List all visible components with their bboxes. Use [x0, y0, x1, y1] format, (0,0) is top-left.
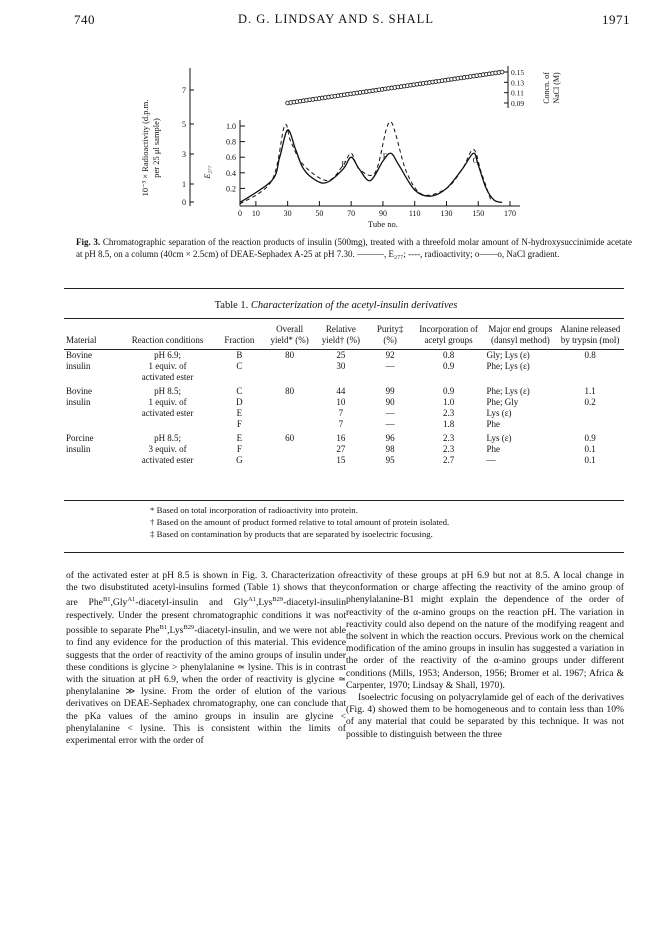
table-cell-conditions: 3 equiv. of [148, 444, 187, 454]
table-cell-overall [265, 361, 314, 372]
x-tick-label: 50 [315, 209, 324, 218]
table-cell-material: insulin [66, 444, 91, 454]
nacl-axis-label: Concn. of [542, 72, 551, 104]
page-number: 740 [74, 12, 95, 27]
col-header-material: Material [66, 335, 97, 345]
table-cell-material [64, 372, 121, 383]
figure-3-chart [0, 0, 672, 236]
table-footnote-1: * Based on total incorporation of radioactivity into protein. [150, 505, 358, 515]
table-row [64, 455, 624, 466]
table-cell-alanine: 0.1 [584, 455, 596, 465]
table-cell-relative: 30 [336, 361, 346, 371]
table-cell-incorporation: 1.0 [442, 397, 455, 407]
table-row [64, 383, 624, 397]
table-header-row [64, 324, 624, 346]
table-cell-alanine: 0.8 [584, 350, 596, 360]
table-cell-alanine [556, 419, 624, 430]
table-cell-end-groups: Phe; Gly [486, 397, 519, 407]
table-cell-relative: 25 [336, 350, 346, 360]
table-cell-overall: 80 [285, 386, 295, 396]
table-title-prefix: Table 1. [214, 300, 251, 311]
x-axis-label: Tube no. [367, 219, 398, 229]
table-cell-material: Porcine [66, 433, 94, 443]
table-cell-end-groups: Phe; Lys (ε) [486, 386, 530, 396]
table-cell-relative: 16 [336, 433, 346, 443]
superscript: B29 [183, 624, 195, 631]
table-cell-relative: 7 [338, 419, 344, 429]
table-cell-conditions: pH 8.5; [154, 433, 182, 443]
table-cell-conditions: pH 6.9; [154, 350, 182, 360]
left-tick-label: 1 [182, 180, 186, 189]
nacl-tick-label: 0.13 [511, 78, 525, 88]
table-cell-material: insulin [66, 397, 91, 407]
table-cell-end-groups: Phe [486, 444, 500, 454]
table-cell-purity: 96 [385, 433, 395, 443]
table-cell-fraction: G [236, 455, 243, 465]
table-cell-relative: 44 [336, 386, 346, 396]
e277-tick-label: 0.8 [226, 137, 236, 147]
x-tick-label: 170 [504, 209, 516, 218]
journal-year: 1971 [602, 12, 630, 27]
table-cell-alanine [556, 372, 624, 383]
left-tick-label: 0 [182, 198, 186, 207]
table-cell-fraction: D [236, 397, 243, 407]
superscript: B29 [272, 596, 284, 604]
table-row [64, 430, 624, 444]
table-cell-overall [265, 372, 314, 383]
table-cell-fraction [214, 372, 265, 383]
left-axis-label: 10⁻³ × Radioactivity (d.p.m. [140, 99, 150, 197]
superscript: B1 [102, 596, 111, 604]
table-cell-fraction: E [236, 433, 243, 443]
table-cell-purity: — [385, 408, 395, 418]
table-cell-conditions: 1 equiv. of [148, 361, 187, 371]
e277-tick-label: 0.6 [226, 153, 236, 163]
table-cell-purity [368, 372, 413, 383]
e277-tick-label: 0.2 [226, 184, 236, 194]
x-tick-label: 30 [283, 209, 292, 218]
col-header-conditions: Reaction conditions [131, 335, 204, 345]
col-header-incorporation: Incorporation of acetyl groups [419, 324, 478, 345]
col-header-overall-yield: Overall yield* (%) [270, 324, 309, 345]
table-cell-end-groups: Gly; Lys (ε) [486, 350, 530, 360]
table-cell-material: Bovine [66, 350, 92, 360]
superscript: A1 [248, 596, 257, 604]
table-cell-fraction: E [236, 408, 243, 418]
e277-tick-label: 1.0 [226, 122, 236, 131]
table-cell-purity: 98 [385, 444, 395, 454]
table-cell-relative: 7 [338, 408, 344, 418]
table-cell-relative [314, 372, 367, 383]
left-axis-label-2: per 25 μl sample) [151, 118, 161, 178]
table-cell-end-groups: Phe [486, 419, 500, 429]
x-tick-label: 0 [238, 209, 242, 218]
table-cell-alanine: 1.1 [584, 386, 596, 396]
peak-label: E [341, 160, 347, 169]
table-cell-conditions: activated ester [141, 372, 194, 382]
body-top-rule [64, 552, 624, 553]
nacl-tick-label: 0.15 [511, 68, 525, 77]
table-row [64, 408, 624, 419]
table-cell-purity: 95 [385, 455, 395, 465]
table-cell-purity: 99 [385, 386, 395, 396]
table-cell-incorporation: 2.3 [442, 408, 455, 418]
table-row [64, 372, 624, 383]
table-title-italic: Characterization of the acetyl-insulin derivatives [250, 300, 458, 311]
e277-axis-label: E₂₇₇ [203, 165, 212, 179]
table-cell-end-groups: — [486, 455, 496, 465]
table-cell-purity: 92 [385, 350, 395, 360]
nacl-tick-label: 0.11 [511, 88, 524, 98]
table-cell-overall [265, 419, 314, 430]
x-tick-label: 110 [408, 209, 421, 218]
table-cell-purity: — [385, 361, 395, 371]
peak-label: F [382, 152, 388, 162]
table-cell-overall [265, 455, 314, 466]
table-cell-material: Bovine [66, 386, 92, 396]
table-cell-relative: 10 [336, 397, 346, 407]
paragraph-right-1: reactivity of these groups at pH 6.9 but not at 8.5. A local change in conformation or charge affecting the reactivity of the amino group of phenylalanine-B1 might explain the dependence of the order of reactivity of the α-amino groups on the reaction pH. The variation in reactivity could also depend on the nature of the modifying reagent and the solvent in which the reaction occurs. Previous work on the chemical modification of the amino groups in insulin has suggested a variation in the order of the reactivity of the α-amino groups under different conditions (Mills, 1953; Anderson, 1956; Bromer et al. 1967; Africa & Carpenter, 1970; Lindsay & Shall, 1970). [346, 570, 624, 691]
table-cell-overall [265, 444, 314, 455]
table-cell-relative: 27 [336, 444, 346, 454]
table-cell-alanine: 0.9 [584, 433, 596, 443]
table-cell-conditions: 1 equiv. of [148, 397, 187, 407]
nacl-axis-label-2: NaCl (M) [552, 72, 561, 104]
table-cell-incorporation: 2.7 [442, 455, 455, 465]
table-cell-incorporation: 2.3 [442, 444, 455, 454]
table-row [64, 419, 624, 430]
table-title [0, 300, 672, 311]
table-footnote-3: ‡ Based on contamination by products that are separated by isoelectric focusing. [150, 529, 433, 539]
radioactivity-series-line [240, 122, 491, 204]
left-tick-label: 5 [182, 120, 186, 129]
left-tick-label: 7 [182, 86, 186, 95]
x-tick-label: 70 [347, 209, 356, 218]
paragraph-left: of the activated ester at pH 8.5 is shown in Fig. 3. Characterization of the two disubstituted acetyl-insulins formed (Table 1) shows that they are Phe$^{B1}$,Gly$^{A1}$-diacetyl-insulin and Gly$^{A1}$,Lys$^{B29}$-diacetyl-insulin respectively. Under the present chromatographic conditions it was not possible to separate Phe$^{B1}$,Lys$^{B29}$-diacetyl-insulin, and we were not able to find any evidence for the production of this material. This evidence suggests that the order of reactivity of the amino groups of insulin under these conditions is glycine > phenylalanine ≃ lysine. This is in contrast with the situation at pH 6.9, when the order of reactivity is glycine ≃ phenylalanine ≫ lysine. From the order of elution of the various derivatives on DEAE-Sephadex chromatography, one can conclude that the pKa values of the amino groups in insulin are glycine < phenylalanine < lysine. This is consistent within the limits of experimental error with the order of [66, 570, 347, 747]
table-cell-relative: 15 [336, 455, 346, 465]
table-cell-material [64, 408, 121, 419]
col-header-relative-yield: Relative yield† (%) [321, 324, 360, 345]
col-header-fraction: Fraction [224, 335, 255, 345]
nacl-tick-label: 0.09 [511, 99, 525, 108]
x-tick-label: 10 [251, 209, 260, 218]
table-cell-end-groups: Lys (ε) [486, 433, 512, 443]
table-cell-overall [265, 397, 314, 408]
left-tick-label: 3 [182, 150, 186, 159]
superscript: B1 [159, 624, 168, 631]
superscript: A1 [127, 596, 136, 604]
table-cell-fraction: F [236, 444, 242, 454]
table-row [64, 397, 624, 408]
e277-series-line [240, 130, 502, 203]
table-cell-incorporation: 2.3 [442, 433, 455, 443]
table-cell-conditions: pH 8.5; [154, 386, 182, 396]
table-cell-incorporation: 0.9 [442, 386, 455, 396]
section-divider [64, 288, 624, 289]
table-cell-end-groups: Lys (ε) [486, 408, 512, 418]
table-cell-purity: — [385, 419, 395, 429]
table-cell-fraction: C [236, 361, 243, 371]
caption-text: Chromatographic separation of the reaction products of insulin (500mg), treated with a threefold molar amount of N-hydroxysuccinimide acetate at pH 8.5, on a column (40cm × 2.5cm) of DEAE-Sephadex A-25 at pH 7.30. ———, E₂₇₇; ----, radioactivity; o——o, NaCl gradient. [76, 237, 632, 259]
table-cell-material [64, 455, 121, 466]
table-cell-overall: 60 [285, 433, 295, 443]
col-header-alanine: Alanine released by trypsin (mol) [560, 324, 621, 345]
caption-label: Fig. 3. [76, 237, 101, 247]
nacl-gradient-point [500, 70, 504, 74]
col-header-purity: Purity‡ (%) [376, 324, 404, 345]
body-column-left [66, 570, 346, 747]
table-cell-purity: 90 [385, 397, 395, 407]
table-cell-alanine [556, 408, 624, 419]
x-tick-label: 130 [440, 209, 453, 218]
table-row [64, 361, 624, 372]
table-cell-fraction: C [236, 386, 243, 396]
characterization-table [64, 324, 624, 466]
figure-caption [76, 236, 632, 260]
running-head: D. G. LINDSAY AND S. SHALL [238, 12, 434, 26]
table-top-rule [64, 318, 624, 319]
table-bottom-rule [64, 500, 624, 501]
table-cell-alanine: 0.2 [584, 397, 596, 407]
table-cell-alanine: 0.1 [584, 444, 596, 454]
table-row [64, 350, 624, 362]
table-row [64, 444, 624, 455]
table-cell-material [64, 419, 121, 430]
table-cell-fraction: F [236, 419, 242, 429]
peak-label: G [472, 156, 479, 166]
table-cell-overall: 80 [285, 350, 295, 360]
table-cell-incorporation [413, 372, 485, 383]
table-cell-material: insulin [66, 361, 91, 371]
body-column-right [346, 570, 624, 741]
table-cell-incorporation: 0.8 [442, 350, 455, 360]
x-tick-label: 90 [378, 209, 387, 218]
table-cell-overall [265, 408, 314, 419]
col-header-end-groups: Major end groups (dansyl method) [488, 324, 553, 345]
table-cell-incorporation: 1.8 [442, 419, 455, 429]
table-cell-end-groups [484, 372, 556, 383]
table-cell-conditions: activated ester [141, 408, 194, 418]
table-cell-fraction: B [236, 350, 243, 360]
table-cell-incorporation: 0.9 [442, 361, 455, 371]
table-footnote-2: † Based on the amount of product formed relative to total amount of protein isolated. [150, 517, 450, 527]
table-cell-end-groups: Phe; Lys (ε) [486, 361, 530, 371]
table-cell-alanine [556, 361, 624, 372]
x-tick-label: 150 [472, 209, 485, 218]
table-cell-conditions: activated ester [141, 455, 194, 465]
paragraph-right-2: Isoelectric focusing on polyacrylamide gel of each of the derivatives (Fig. 4) showed them to be homogeneous and to contain less than 10% of any material that could be separated by this technique. It was not possible to distinguish between the three [346, 692, 624, 740]
e277-tick-label: 0.4 [226, 168, 236, 178]
table-cell-conditions [121, 419, 213, 430]
